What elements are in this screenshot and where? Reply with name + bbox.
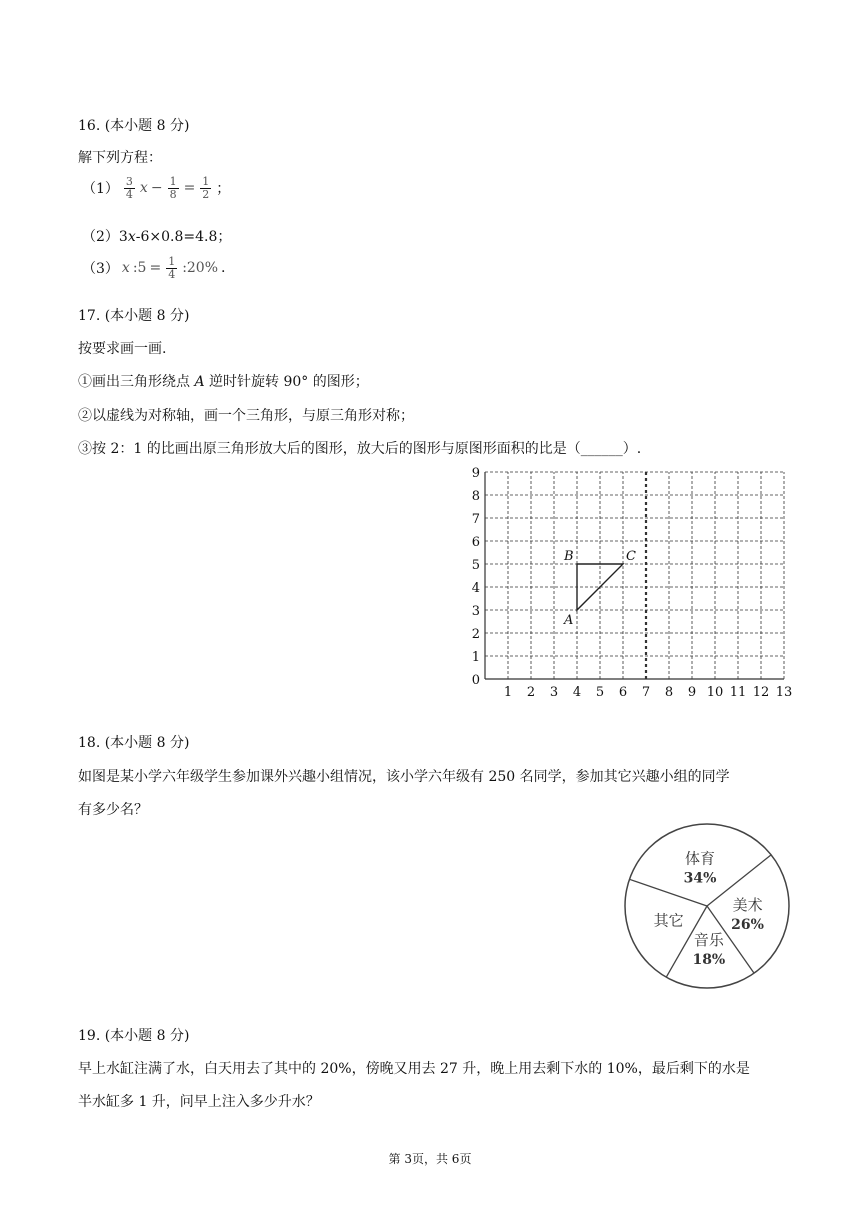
eq1-fraction-a: $\frac{3}{4}$ — [125, 175, 133, 201]
y-tick-label: 7 — [471, 512, 480, 527]
y-tick-label: 1 — [471, 650, 480, 665]
eq1-variable: x — [139, 180, 148, 197]
pie-slice-name: 其它 — [653, 911, 684, 930]
eq1-label: （1） — [82, 181, 119, 198]
q19-text-line-2: 半水缸多 1 升，问早上注入多少升水？ — [78, 1094, 320, 1110]
point-label-c: C — [626, 549, 636, 564]
eq1-equals: = — [183, 180, 196, 197]
x-tick-label: 1 — [503, 685, 513, 700]
grid-lines — [485, 472, 784, 679]
q18-header: 18. (本小题 8 分) — [78, 735, 190, 751]
point-label-a: A — [564, 613, 574, 628]
q16-equation-3: （3） x :5 = $\frac{1}{4}$ :20% . — [82, 255, 226, 281]
x-tick-label: 10 — [706, 685, 724, 700]
x-tick-label: 7 — [641, 685, 651, 700]
y-tick-label: 8 — [471, 489, 480, 504]
y-tick-label: 9 — [471, 466, 480, 481]
q16-equation-2: （2）3x-6×0.8=4.8； — [82, 229, 232, 245]
triangle-abc — [563, 549, 636, 628]
eq1-end: ； — [216, 181, 231, 198]
q16-header: 16. (本小题 8 分) — [78, 118, 190, 134]
x-tick-label: 5 — [595, 685, 605, 700]
x-tick-label: 6 — [618, 685, 628, 700]
eq1-fraction-c: $\frac{1}{2}$ — [202, 175, 210, 201]
pie-slice-value: 18% — [692, 951, 726, 968]
x-tick-label: 3 — [549, 685, 559, 700]
q17-step-2: ②以虚线为对称轴，画一个三角形，与原三角形对称； — [78, 408, 414, 424]
q17-step-1: ①画出三角形绕点 A 逆时针旋转 90° 的图形； — [78, 374, 369, 390]
y-tick-label: 0 — [471, 673, 480, 688]
x-tick-label: 2 — [526, 685, 536, 700]
page-footer: 第 3页，共 6页 — [388, 1152, 472, 1166]
q18-text-line-1: 如图是某小学六年级学生参加课外兴趣小组情况，该小学六年级有 250 名同学，参加其它兴趣小组的同学 — [78, 769, 730, 785]
pie-slice-value: 34% — [683, 870, 717, 887]
q16-instruction: 解下列方程： — [78, 150, 162, 166]
q17-header: 17. (本小题 8 分) — [78, 308, 190, 324]
x-tick-label: 11 — [729, 685, 747, 700]
pie-slice-name: 美术 — [732, 895, 763, 914]
y-tick-label: 2 — [471, 627, 480, 642]
x-tick-label: 13 — [775, 685, 793, 700]
x-tick-label: 8 — [664, 685, 674, 700]
pie-slice-name: 体育 — [685, 849, 716, 868]
q16-equation-1 — [82, 176, 230, 200]
y-tick-label: 5 — [471, 558, 480, 573]
eq1-minus: − — [150, 180, 163, 197]
pie-slice-name: 音乐 — [693, 930, 724, 949]
q19-text-line-1: 早上水缸注满了水，白天用去了其中的 20%，傍晚又用去 27 升，晚上用去剩下水的 10%，最后剩下的水是 — [78, 1061, 750, 1077]
y-tick-label: 3 — [471, 604, 480, 619]
q17-grid-figure — [465, 462, 795, 702]
q19-header: 19. (本小题 8 分) — [78, 1028, 190, 1044]
x-tick-label: 9 — [687, 685, 697, 700]
q17-step-3: ③按 2：1 的比画出原三角形放大后的图形，放大后的图形与原图形面积的比是（______）. — [78, 441, 642, 457]
grid-axis-labels — [472, 466, 793, 700]
point-label-b: B — [564, 549, 574, 564]
q18-text-line-2: 有多少名？ — [78, 802, 148, 818]
q17-instruction: 按要求画一画. — [78, 341, 167, 357]
x-tick-label: 12 — [752, 685, 770, 700]
pie-slice-value: 26% — [731, 916, 764, 933]
y-tick-label: 4 — [471, 581, 480, 596]
y-tick-label: 6 — [471, 535, 480, 550]
q18-pie-chart — [612, 818, 812, 998]
eq3-fraction: $\frac{1}{4}$ — [168, 255, 176, 281]
eq1-fraction-b: $\frac{1}{8}$ — [169, 175, 177, 201]
x-tick-label: 4 — [572, 685, 582, 700]
